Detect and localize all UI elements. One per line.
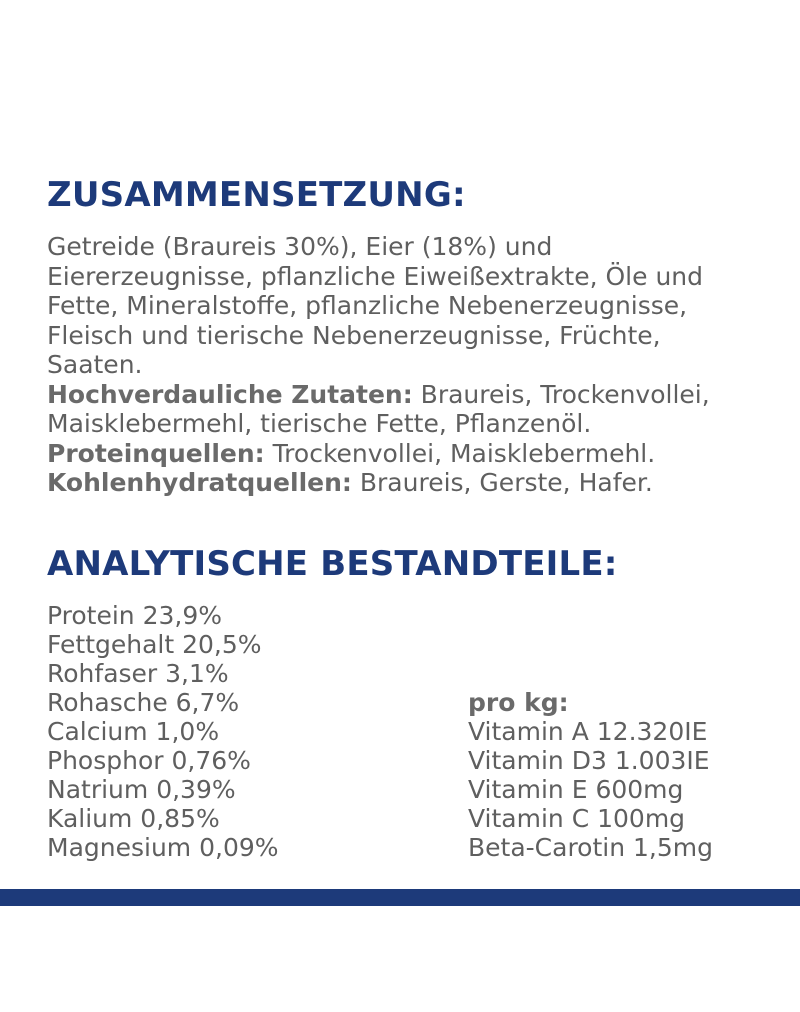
digestible-ingredients-line-2: Maisklebermehl, tierische Fette, Pflanzenöl.: [47, 409, 592, 438]
constituent-item: Calcium 1,0%: [47, 717, 220, 746]
constituent-item: Natrium 0,39%: [47, 775, 236, 804]
constituents-list: [47, 601, 279, 862]
vitamin-item: Beta-Carotin 1,5mg: [468, 833, 713, 862]
carb-sources-label: Kohlenhydratquellen:: [47, 468, 352, 497]
constituent-item: Protein 23,9%: [47, 601, 222, 630]
constituent-item: Kalium 0,85%: [47, 804, 220, 833]
ingredients-line: Saaten.: [47, 350, 143, 379]
per-kg-list: [468, 688, 713, 862]
carb-sources-text: Braureis, Gerste, Hafer.: [351, 468, 653, 497]
ingredients-line: Getreide (Braureis 30%), Eier (18%) und: [47, 232, 553, 261]
vitamin-item: Vitamin D3 1.003IE: [468, 746, 710, 775]
composition-text: [47, 232, 777, 498]
analytical-title: ANALYTISCHE BESTANDTEILE:: [47, 544, 618, 584]
constituent-item: Rohfaser 3,1%: [47, 659, 229, 688]
per-kg-heading: pro kg:: [468, 688, 569, 717]
vitamin-item: Vitamin A 12.320IE: [468, 717, 708, 746]
protein-sources-label: Proteinquellen:: [47, 438, 265, 468]
constituent-item: Phosphor 0,76%: [47, 746, 251, 775]
constituent-item: Rohasche 6,7%: [47, 688, 240, 717]
composition-title: ZUSAMMENSETZUNG:: [47, 175, 466, 215]
vitamin-item: Vitamin E 600mg: [468, 775, 684, 804]
constituent-item: Fettgehalt 20,5%: [47, 630, 262, 659]
digestible-label: Hochverdauliche Zutaten:: [47, 379, 413, 409]
carb-sources-line: [47, 468, 777, 498]
bottom-divider-bar: [0, 889, 800, 906]
vitamin-item: Vitamin C 100mg: [468, 804, 686, 833]
protein-sources-text: Trockenvollei, Maisklebermehl.: [264, 438, 656, 468]
digestible-ingredients-line: [47, 380, 777, 410]
protein-sources-line: [47, 439, 777, 469]
ingredients-line: Eiererzeugnisse, pflanzliche Eiweißextrakte, Öle und: [47, 261, 704, 291]
ingredients-line: Fette, Mineralstoffe, pflanzliche Nebenerzeugnisse,: [47, 291, 688, 320]
ingredients-line: Fleisch und tierische Nebenerzeugnisse, Früchte,: [47, 320, 661, 350]
digestible-text: Braureis, Trockenvollei,: [412, 379, 710, 409]
constituent-item: Magnesium 0,09%: [47, 833, 279, 862]
